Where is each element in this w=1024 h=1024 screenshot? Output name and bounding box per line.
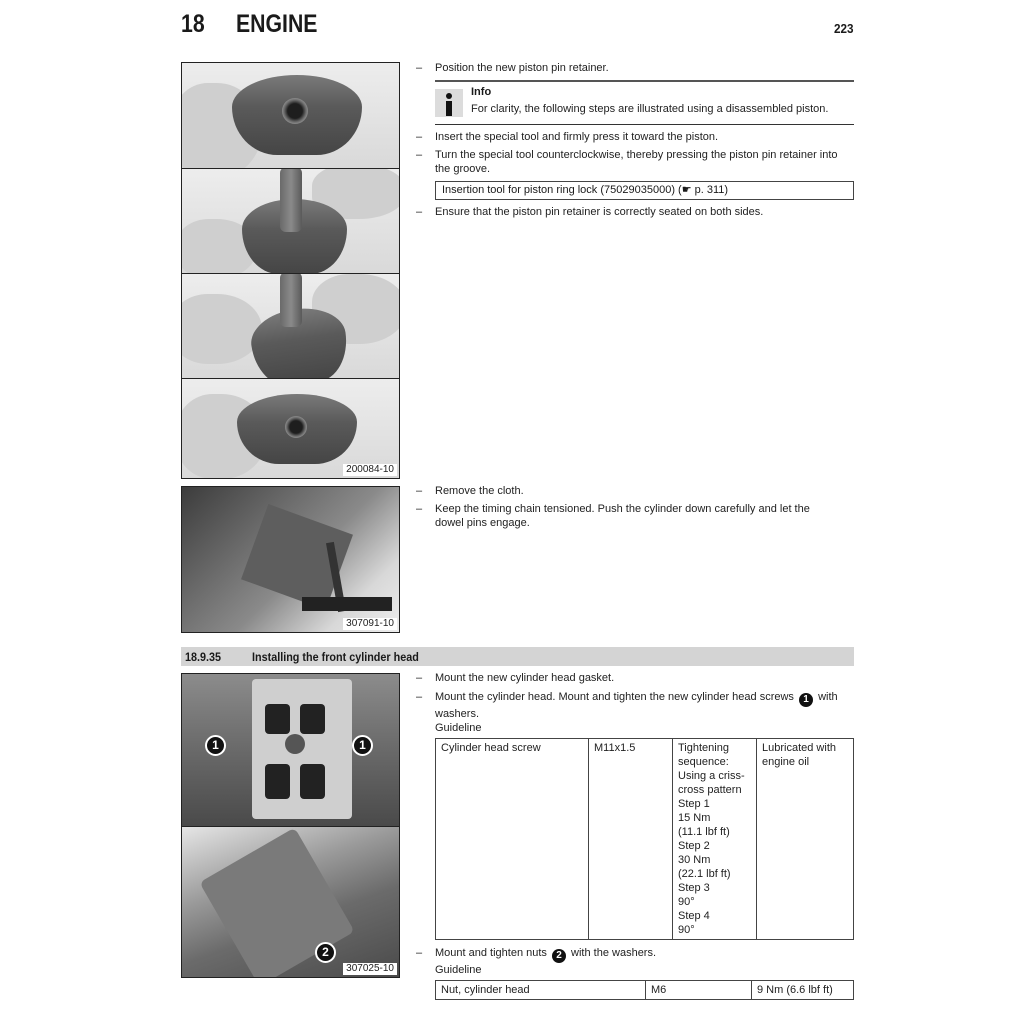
step-text: Mount the cylinder head. Mount and tighten the new cylinder head screws bbox=[435, 691, 794, 703]
torque-line: Step 1 bbox=[678, 798, 710, 810]
figure-caption: 200084-10 bbox=[343, 464, 397, 476]
list-dash: – bbox=[416, 503, 423, 515]
cell-thread: M11x1.5 bbox=[589, 739, 673, 940]
cell-part: Cylinder head screw bbox=[436, 739, 589, 940]
info-icon bbox=[435, 89, 463, 117]
page-reference-link[interactable]: p. 311) bbox=[691, 184, 729, 196]
section-title: Installing the front cylinder head bbox=[252, 650, 419, 664]
list-dash: – bbox=[416, 672, 423, 684]
page-number: 223 bbox=[834, 21, 854, 36]
chapter-number: 18 bbox=[181, 10, 205, 38]
section-number: 18.9.35 bbox=[185, 650, 222, 664]
callout-1-left: 1 bbox=[205, 735, 226, 756]
callout-1-inline: 1 bbox=[799, 693, 813, 707]
note-line: Lubricated with bbox=[762, 742, 836, 754]
list-dash: – bbox=[416, 149, 423, 161]
figure-caption: 307091-10 bbox=[343, 618, 397, 630]
step-text: with washers. bbox=[435, 691, 838, 720]
callout-1-right: 1 bbox=[352, 735, 373, 756]
list-dash: – bbox=[416, 947, 423, 959]
photo-cylinder-head-side bbox=[181, 826, 400, 978]
step-text: Mount and tighten nuts bbox=[435, 947, 547, 959]
list-dash: – bbox=[416, 485, 423, 497]
torque-line: 90° bbox=[678, 896, 695, 908]
step-text: Turn the special tool counterclockwise, thereby pressing the piston pin retainer into the groove. bbox=[435, 149, 838, 175]
photo-piston-4 bbox=[181, 378, 400, 479]
list-dash: – bbox=[416, 206, 423, 218]
callout-2: 2 bbox=[315, 942, 336, 963]
torque-table-cylinder-head bbox=[435, 738, 854, 940]
guideline-label: Guideline bbox=[435, 964, 482, 976]
torque-line: Using a criss- bbox=[678, 770, 745, 782]
table-row bbox=[436, 739, 854, 940]
list-dash: – bbox=[416, 62, 423, 74]
special-tool-text: Insertion tool for piston ring lock (75029035000) ( bbox=[442, 184, 682, 196]
step-text: Insert the special tool and firmly press it toward the piston. bbox=[435, 131, 719, 143]
table-row bbox=[436, 981, 854, 1000]
torque-line: Step 2 bbox=[678, 840, 710, 852]
step-text: with the washers. bbox=[571, 947, 657, 959]
cell-torque: 9 Nm (6.6 lbf ft) bbox=[752, 981, 854, 1000]
cell-thread: M6 bbox=[646, 981, 752, 1000]
info-title: Info bbox=[471, 86, 492, 98]
info-top-rule bbox=[435, 80, 854, 82]
torque-line: (22.1 lbf ft) bbox=[678, 868, 731, 880]
step-text: Mount the new cylinder head gasket. bbox=[435, 672, 615, 684]
cell-part: Nut, cylinder head bbox=[436, 981, 646, 1000]
step-text: Keep the timing chain tensioned. Push the cylinder down carefully and let the dowel pins engage. bbox=[435, 503, 810, 529]
photo-piston-3 bbox=[181, 273, 400, 379]
photo-piston-2 bbox=[181, 168, 400, 274]
torque-table-nut bbox=[435, 980, 854, 1000]
cell-torque bbox=[673, 739, 757, 940]
section-header bbox=[181, 647, 854, 666]
torque-line: Step 4 bbox=[678, 910, 710, 922]
torque-line: 30 Nm bbox=[678, 854, 711, 866]
torque-line: cross pattern bbox=[678, 784, 742, 796]
photo-cylinder-head-top bbox=[181, 673, 400, 827]
cell-note bbox=[757, 739, 854, 940]
step-text: Ensure that the piston pin retainer is correctly seated on both sides. bbox=[435, 206, 764, 218]
step-text: Remove the cloth. bbox=[435, 485, 524, 497]
guideline-label: Guideline bbox=[435, 722, 482, 734]
torque-line: Tightening bbox=[678, 742, 729, 754]
torque-line: Step 3 bbox=[678, 882, 710, 894]
torque-line: (11.1 lbf ft) bbox=[678, 826, 730, 838]
info-text: For clarity, the following steps are illustrated using a disassembled piston. bbox=[471, 103, 829, 115]
note-line: engine oil bbox=[762, 756, 810, 768]
figure-caption: 307025-10 bbox=[343, 963, 397, 975]
info-bottom-rule bbox=[435, 124, 854, 125]
list-dash: – bbox=[416, 131, 423, 143]
chapter-title: ENGINE bbox=[236, 10, 318, 38]
list-dash: – bbox=[416, 691, 423, 703]
photo-piston-1 bbox=[181, 62, 400, 169]
torque-line: sequence: bbox=[678, 756, 729, 768]
torque-line: 90° bbox=[678, 924, 695, 936]
torque-line: 15 Nm bbox=[678, 812, 711, 824]
pointing-hand-icon: ☛ bbox=[681, 184, 692, 196]
step-text: Position the new piston pin retainer. bbox=[435, 62, 609, 74]
special-tool-box bbox=[435, 181, 854, 200]
callout-2-inline: 2 bbox=[552, 949, 566, 963]
photo-engine-cylinder bbox=[181, 486, 400, 633]
